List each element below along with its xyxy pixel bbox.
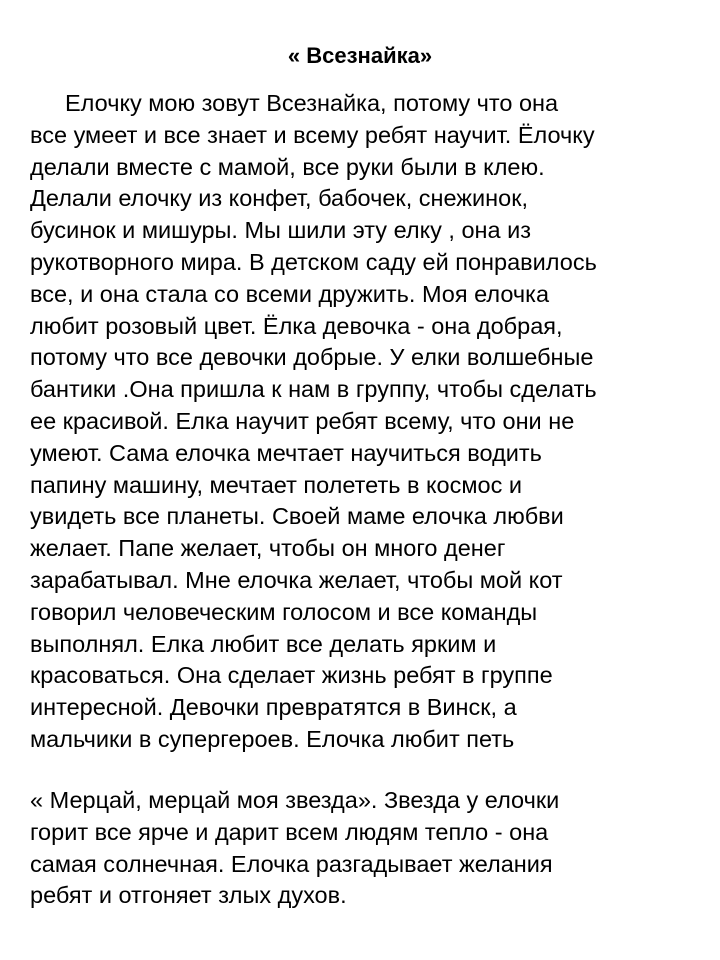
text-line: увидеть все планеты. Своей маме елочка любви xyxy=(30,503,564,530)
text-line: бантики .Она пришла к нам в группу, чтобы сделать xyxy=(30,376,597,403)
paragraph-2 xyxy=(30,785,710,912)
text-line: умеют. Сама елочка мечтает научиться водить xyxy=(30,439,542,466)
text-line: желает. Папе желает, чтобы он много денег xyxy=(30,535,506,562)
text-line: зарабатывал. Мне елочка желает, чтобы мой кот xyxy=(30,566,563,593)
text-line: мальчики в супергероев. Елочка любит петь xyxy=(30,725,515,752)
document-title: « Всезнайка» xyxy=(287,43,433,68)
text-line: рукотворного мира. В детском саду ей понравилось xyxy=(30,248,597,275)
text-line: папину машину, мечтает полететь в космос и xyxy=(30,471,522,498)
text-line: ее красивой. Елка научит ребят всему, что они не xyxy=(30,407,575,434)
text-line: ребят и отгоняет злых духов. xyxy=(30,882,347,909)
text-line: самая солнечная. Елочка разгадывает желания xyxy=(30,850,553,877)
paragraph-1 xyxy=(30,88,710,756)
text-line: потому что все девочки добрые. У елки волшебные xyxy=(30,344,594,371)
text-line: говорил человеческим голосом и все команды xyxy=(30,598,538,625)
text-line: любит розовый цвет. Ёлка девочка - она добрая, xyxy=(30,312,563,339)
text-line: бусинок и мишуры. Мы шили эту елку , она из xyxy=(30,217,532,244)
text-line: Елочку мою зовут Всезнайка, потому что она xyxy=(65,90,559,116)
text-line: « Мерцай, мерцай моя звезда». Звезда у елочки xyxy=(30,787,560,813)
text-line: выполнял. Елка любит все делать ярким и xyxy=(30,630,497,657)
text-line: все, и она стала со всеми дружить. Моя елочка xyxy=(30,280,550,307)
text-line: делали вместе с мамой, все руки были в клею. xyxy=(30,153,545,180)
text-line: красоваться. Она сделает жизнь ребят в группе xyxy=(30,662,553,689)
text-line: интересной. Девочки превратятся в Винск, а xyxy=(30,694,517,721)
text-line: Делали елочку из конфет, бабочек, снежинок, xyxy=(30,185,528,212)
text-line: все умеет и все знает и всему ребят научит. Ёлочку xyxy=(30,121,595,148)
text-line: горит все ярче и дарит всем людям тепло - она xyxy=(30,818,549,845)
